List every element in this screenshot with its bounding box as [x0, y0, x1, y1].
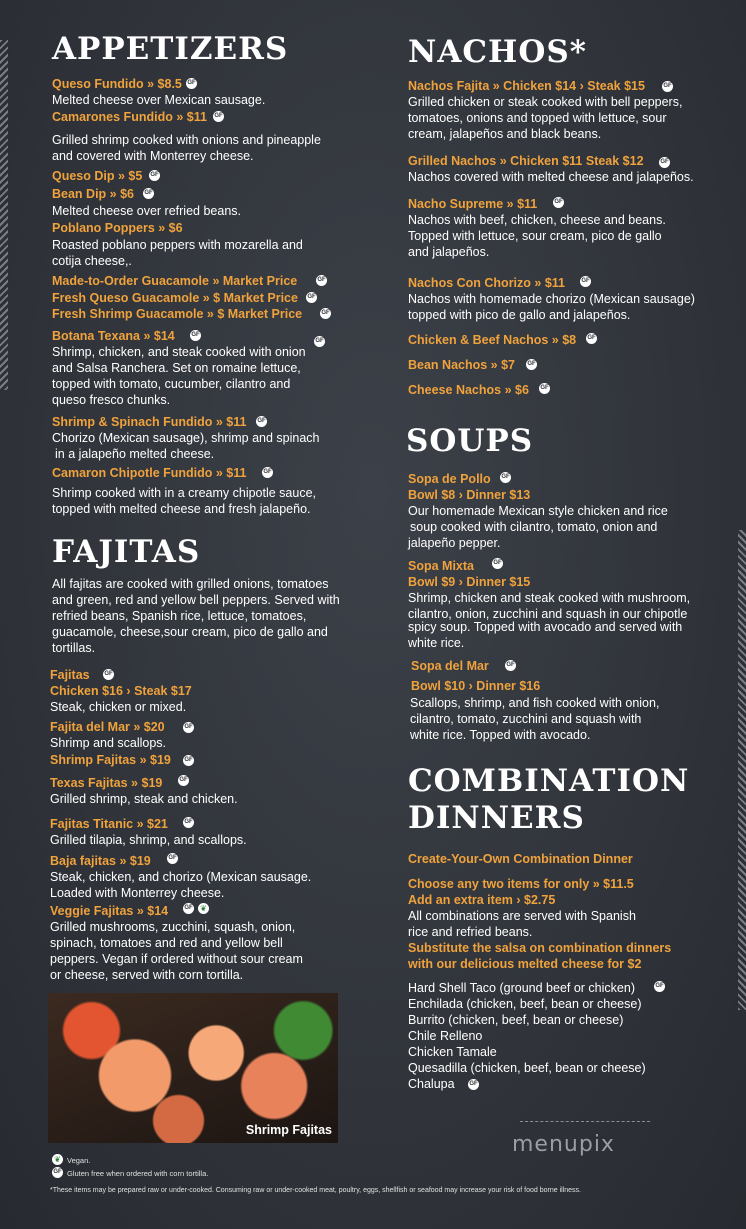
menu-item-description: in a jalapeño melted cheese.	[55, 447, 215, 461]
menu-item-title: Fajitas	[50, 668, 90, 682]
menu-item-description: cilantro, onion, zucchini and squash in our chipotle	[408, 607, 688, 621]
gluten-free-icon: GF	[539, 383, 550, 394]
menu-item-title: Fresh Queso Guacamole » $ Market Price	[52, 291, 298, 305]
menu-item-description: cream, jalapeños and black beans.	[408, 127, 602, 141]
menu-item-description: Shrimp, chicken, and steak cooked with onion	[52, 345, 306, 359]
soups-heading: SOUPS	[406, 423, 534, 459]
menu-item-title: Queso Dip » $5	[52, 169, 143, 183]
menu-item-description: spicy soup. Topped with avocado and served with	[408, 620, 683, 634]
menu-item-title: Fresh Shrimp Guacamole » $ Market Price	[52, 307, 303, 321]
menu-item-description: spinach, tomatoes and red and yellow bell	[50, 936, 283, 950]
menu-item-title: Cheese Nachos » $6	[408, 383, 529, 397]
menu-item-title: Fajita del Mar » $20	[50, 720, 165, 734]
gluten-free-icon: GF	[186, 78, 197, 89]
combo-option: Chile Relleno	[408, 1029, 483, 1043]
menu-item-description: Grilled mushrooms, zucchini, squash, onion,	[50, 920, 296, 934]
gluten-free-icon: GF	[183, 903, 194, 914]
right-edge-stripes	[738, 530, 746, 1010]
menu-item-title: Chicken & Beef Nachos » $8	[408, 333, 577, 347]
appetizers-heading: APPETIZERS	[52, 31, 289, 67]
menu-item-description: jalapeño pepper.	[408, 536, 501, 550]
menu-item-description: Melted cheese over refried beans.	[52, 204, 241, 218]
menu-item-title: Nacho Supreme » $11	[408, 197, 538, 211]
gluten-free-icon: GF	[256, 416, 267, 427]
menu-item-title: Fajitas Titanic » $21	[50, 817, 168, 831]
gluten-free-icon: GF	[468, 1079, 479, 1090]
vegan-leaf-icon: ❦	[198, 903, 209, 914]
menu-item-description: Grilled tilapia, shrimp, and scallops.	[50, 833, 247, 847]
gluten-free-icon: GF	[306, 292, 317, 303]
menu-item-description: Melted cheese over Mexican sausage.	[52, 93, 266, 107]
section-intro: guacamole, cheese,sour cream, pico de gallo and	[52, 625, 328, 639]
menu-item-description: Grilled chicken or steak cooked with bell peppers,	[408, 95, 683, 109]
gluten-free-icon: GF	[143, 188, 154, 199]
vegan-leaf-icon: ❦	[52, 1154, 63, 1165]
menu-item-title: Texas Fajitas » $19	[50, 776, 163, 790]
gluten-free-icon: GF	[167, 853, 178, 864]
menu-item-description: cotija cheese,.	[52, 254, 132, 268]
gluten-free-icon: GF	[183, 755, 194, 766]
menu-item-title: Sopa Mixta	[408, 559, 474, 573]
dinners-heading: DINNERS	[408, 800, 585, 836]
combo-extra-price: Add an extra item › $2.75	[408, 893, 556, 907]
menu-item-title: Grilled Nachos » Chicken $11 Steak $12	[408, 154, 644, 168]
gluten-free-icon: GF	[178, 775, 189, 786]
gluten-free-icon: GF	[183, 722, 194, 733]
section-intro: tortillas.	[52, 641, 96, 655]
gluten-free-note: Gluten free when ordered with corn tortilla.	[67, 1169, 209, 1178]
menu-item-description: cilantro, tomato, zucchini and squash with	[410, 712, 642, 726]
fajitas-heading: FAJITAS	[52, 534, 201, 570]
menu-item-title: Bean Nachos » $7	[408, 358, 515, 372]
menu-item-description: peppers. Vegan if ordered without sour cream	[50, 952, 303, 966]
menu-item-title: Nachos Con Chorizo » $11	[408, 276, 565, 290]
combo-substitute: with our delicious melted cheese for $2	[408, 957, 642, 971]
menu-item-description: Steak, chicken or mixed.	[50, 700, 187, 714]
menu-item-title: Camaron Chipotle Fundido » $11	[52, 466, 247, 480]
combo-substitute: Substitute the salsa on combination dinners	[408, 941, 672, 955]
gluten-free-icon: GF	[149, 170, 160, 181]
vegan-note: Vegan.	[67, 1156, 91, 1165]
gluten-free-icon: GF	[586, 333, 597, 344]
menu-item-description: and jalapeños.	[408, 245, 490, 259]
combo-option: Hard Shell Taco (ground beef or chicken)	[408, 981, 635, 995]
menu-item-title: Bean Dip » $6	[52, 187, 134, 201]
gluten-free-icon: GF	[262, 467, 273, 478]
menu-item-description: white rice. Topped with avocado.	[410, 728, 591, 742]
menu-item-title: Baja fajitas » $19	[50, 854, 151, 868]
menu-item-description: Roasted poblano peppers with mozarella and	[52, 238, 303, 252]
menu-item-title: Veggie Fajitas » $14	[50, 904, 169, 918]
nachos-heading: NACHOS*	[408, 34, 587, 70]
menu-item-description: Chorizo (Mexican sausage), shrimp and spinach	[52, 431, 320, 445]
menu-item-title: Sopa de Pollo	[408, 472, 491, 486]
gluten-free-icon: GF	[314, 336, 325, 347]
shrimp-fajitas-photo	[48, 993, 338, 1143]
combo-option: Chalupa	[408, 1077, 455, 1091]
menu-item-description: Scallops, shrimp, and fish cooked with onion,	[410, 696, 660, 710]
gluten-free-icon: GF	[52, 1167, 63, 1178]
menu-item-description: soup cooked with cilantro, tomato, onion and	[410, 520, 658, 534]
combo-option: Quesadilla (chicken, beef, bean or cheese)	[408, 1061, 646, 1075]
section-intro: and green, red and yellow bell peppers. Served with	[52, 593, 340, 607]
combo-option: Burrito (chicken, beef, bean or cheese)	[408, 1013, 624, 1027]
combo-option: Chicken Tamale	[408, 1045, 497, 1059]
section-intro: refried beans, Spanish rice, lettuce, tomatoes,	[52, 609, 307, 623]
gluten-free-icon: GF	[526, 359, 537, 370]
menu-item-description: Nachos with beef, chicken, cheese and beans.	[408, 213, 666, 227]
menu-item-price: Bowl $9 › Dinner $15	[408, 575, 531, 589]
menu-item-description: Nachos with homemade chorizo (Mexican sausage)	[408, 292, 695, 306]
combo-option: Enchilada (chicken, beef, bean or cheese)	[408, 997, 642, 1011]
menu-item-description: or cheese, served with corn tortilla.	[50, 968, 244, 982]
menu-item-description: topped with tomato, cucumber, cilantro and	[52, 377, 291, 391]
menu-item-title: Botana Texana » $14	[52, 329, 175, 343]
menu-item-description: topped with melted cheese and fresh jalapeño.	[52, 502, 311, 516]
menu-item-title: Made-to-Order Guacamole » Market Price	[52, 274, 298, 288]
gluten-free-icon: GF	[500, 472, 511, 483]
gluten-free-icon: GF	[659, 157, 670, 168]
menu-item-title: Shrimp & Spinach Fundido » $11	[52, 415, 247, 429]
menu-item-title: Sopa del Mar	[411, 659, 489, 673]
menu-item-description: queso fresco chunks.	[52, 393, 171, 407]
gluten-free-icon: GF	[553, 197, 564, 208]
left-edge-stripes	[0, 40, 8, 390]
gluten-free-icon: GF	[580, 276, 591, 287]
menu-item-price: Bowl $10 › Dinner $16	[411, 679, 541, 693]
menu-item-description: Shrimp and scallops.	[50, 736, 167, 750]
menu-item-description: topped with pico de gallo and jalapeños.	[408, 308, 631, 322]
menu-item-description: Nachos covered with melted cheese and jalapeños.	[408, 170, 694, 184]
gluten-free-icon: GF	[103, 669, 114, 680]
gluten-free-icon: GF	[320, 308, 331, 319]
menu-item-description: Loaded with Monterrey cheese.	[50, 886, 225, 900]
raw-food-disclaimer: *These items may be prepared raw or under-cooked. Consuming raw or under-cooked meat, poultry, eggs, shellfish or seafood may increase your risk of food borne illness.	[50, 1187, 581, 1194]
watermark-rule	[520, 1121, 650, 1122]
menu-item-title: Nachos Fajita » Chicken $14 › Steak $15	[408, 79, 645, 93]
menu-item-description: Topped with lettuce, sour cream, pico de gallo	[408, 229, 662, 243]
menu-item-price: Bowl $8 › Dinner $13	[408, 488, 531, 502]
gluten-free-icon: GF	[183, 817, 194, 828]
menu-item-description: Steak, chicken, and chorizo (Mexican sausage.	[50, 870, 312, 884]
menu-item-title: Chicken $16 › Steak $17	[50, 684, 192, 698]
gluten-free-icon: GF	[492, 558, 503, 569]
menu-item-description: Grilled shrimp cooked with onions and pineapple	[52, 133, 321, 147]
menu-item-description: Our homemade Mexican style chicken and rice	[408, 504, 668, 518]
menu-item-title: Shrimp Fajitas » $19	[50, 753, 171, 767]
gluten-free-icon: GF	[662, 81, 673, 92]
menu-item-description: tomatoes, onions and topped with lettuce, sour	[408, 111, 667, 125]
menu-item-title: Poblano Poppers » $6	[52, 221, 183, 235]
menu-item-description: and covered with Monterrey cheese.	[52, 149, 254, 163]
menu-item-title: Camarones Fundido » $11	[52, 110, 207, 124]
menu-item-description: Grilled shrimp, steak and chicken.	[50, 792, 238, 806]
menu-item-description: Shrimp cooked with in a creamy chipotle sauce,	[52, 486, 317, 500]
gluten-free-icon: GF	[213, 111, 224, 122]
menu-item-description: and Salsa Ranchera. Set on romaine lettuce,	[52, 361, 301, 375]
gluten-free-icon: GF	[190, 330, 201, 341]
menupix-watermark: menupix	[512, 1132, 615, 1157]
section-intro: All fajitas are cooked with grilled onions, tomatoes	[52, 577, 329, 591]
menu-item-description: Shrimp, chicken and steak cooked with mushroom,	[408, 591, 691, 605]
combination-heading: COMBINATION	[408, 763, 690, 799]
combo-description: All combinations are served with Spanish	[408, 909, 636, 923]
photo-caption: Shrimp Fajitas	[245, 1123, 332, 1137]
gluten-free-icon: GF	[654, 981, 665, 992]
gluten-free-icon: GF	[316, 275, 327, 286]
combo-description: rice and refried beans.	[408, 925, 533, 939]
menu-item-description: white rice.	[408, 636, 465, 650]
menu-item-title: Queso Fundido » $8.5	[52, 77, 182, 91]
gluten-free-icon: GF	[505, 660, 516, 671]
combo-title: Create-Your-Own Combination Dinner	[408, 852, 633, 866]
combo-price: Choose any two items for only » $11.5	[408, 877, 634, 891]
